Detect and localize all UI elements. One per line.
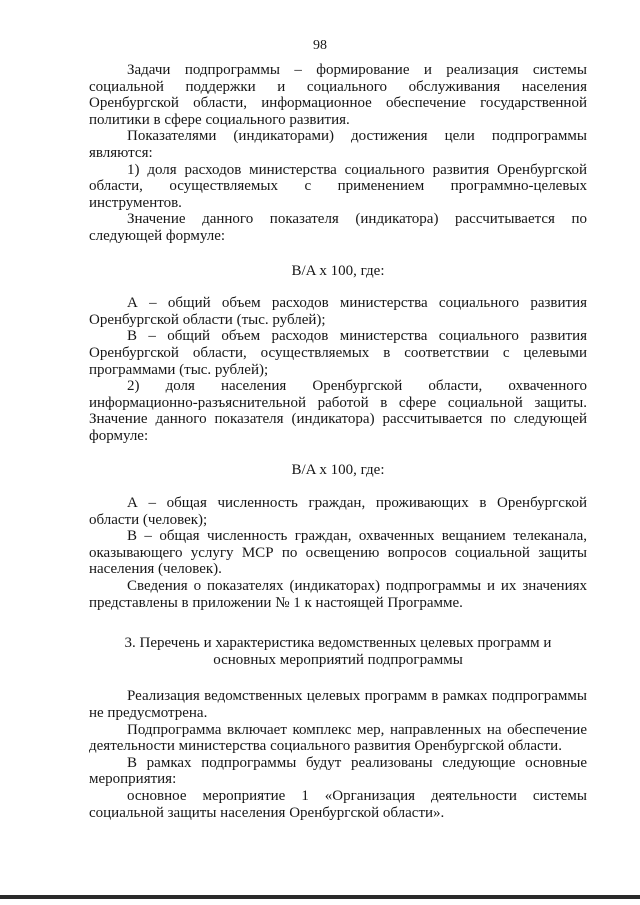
indicators-intro-paragraph: Показателями (индикаторами) достижения цели подпрограммы являются: (89, 128, 587, 161)
measures-paragraph: Подпрограмма включает комплекс мер, направленных на обеспечение деятельности министерства социального развития Оренбургской области. (89, 721, 587, 755)
definition-b-1: В – общий объем расходов министерства социального развития Оренбургской области, осуществляемых в соответствии с целевыми программами (тыс. рублей); (89, 328, 587, 378)
appendix-reference-paragraph: Сведения о показателях (индикаторах) подпрограммы и их значениях представлены в приложении № 1 к настоящей Программе. (89, 578, 587, 611)
definition-a-1: А – общий объем расходов министерства социального развития Оренбургской области (тыс. рублей); (89, 295, 587, 328)
formula-1: B/A x 100, где: (291, 262, 385, 279)
formula-2: B/A x 100, где: (291, 462, 385, 479)
definition-a-2: А – общая численность граждан, проживающих в Оренбургской области (человек); (89, 495, 587, 528)
page-number: 98 (313, 38, 327, 53)
section-heading (89, 635, 587, 668)
programs-paragraph: Реализация ведомственных целевых программ в рамках подпрограммы не предусмотрена. (89, 688, 587, 721)
indicator-1-paragraph: 1) доля расходов министерства социального развития Оренбургской области, осуществляемых с применением программно-целевых инструментов. (89, 161, 587, 211)
section-heading-line-2: основных мероприятий подпрограммы (213, 651, 463, 668)
formula-intro-paragraph: Значение данного показателя (индикатора) рассчитывается по следующей формуле: (89, 211, 587, 244)
document-body (89, 62, 587, 821)
indicator-2-paragraph: 2) доля населения Оренбургской области, охваченного информационно-разъяснительной работой в сфере социальной защиты. Значение данного показателя (индикатора) рассчитывается по следующей формуле: (89, 378, 587, 444)
main-activity-1-paragraph: основное мероприятие 1 «Организация деятельности системы социальной защиты населения Оренбургской области». (89, 787, 587, 821)
bottom-scan-edge (0, 895, 640, 899)
activities-intro-paragraph: В рамках подпрограммы будут реализованы следующие основные мероприятия: (89, 754, 587, 788)
section-heading-line-1: 3. Перечень и характеристика ведомственных целевых программ и (124, 635, 552, 652)
tasks-paragraph: Задачи подпрограммы – формирование и реализация системы социальной поддержки и социального обслуживания населения Оренбургской области, информационное обеспечение государственной политики в сфере социального развития. (89, 62, 587, 128)
definition-b-2: В – общая численность граждан, охваченных вещанием телеканала, оказывающего услугу МСР по освещению вопросов социальной защиты населения (человек). (89, 528, 587, 578)
